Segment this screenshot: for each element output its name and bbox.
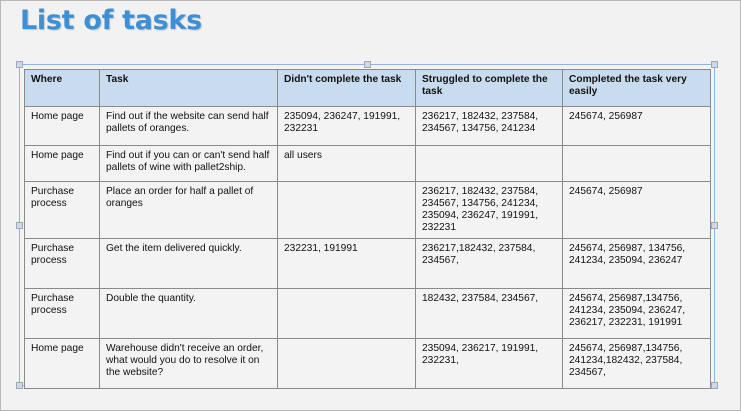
cell-completed-easily[interactable]: 245674, 256987,134756, 241234, 235094, 236247, 236217, 232231, 191991 (563, 289, 711, 339)
cell-where[interactable]: Home page (25, 339, 100, 389)
header-didnt-complete[interactable]: Didn't complete the task (278, 70, 416, 107)
cell-struggled[interactable]: 236217,182432, 237584, 234567, (416, 239, 563, 289)
cell-task[interactable]: Place an order for half a pallet of oranges (100, 182, 278, 239)
header-task[interactable]: Task (100, 70, 278, 107)
resize-handle-bottom-right[interactable] (711, 382, 718, 389)
cell-task[interactable]: Find out if you can or can't send half pallets of wine with pallet2ship. (100, 146, 278, 182)
cell-didnt-complete[interactable] (278, 339, 416, 389)
cell-completed-easily[interactable]: 245674, 256987,134756, 241234,182432, 237584, 234567, (563, 339, 711, 389)
cell-didnt-complete[interactable]: all users (278, 146, 416, 182)
resize-handle-top-right[interactable] (711, 61, 718, 68)
cell-struggled[interactable]: 182432, 237584, 234567, (416, 289, 563, 339)
table-row (25, 146, 711, 182)
cell-completed-easily[interactable]: 245674, 256987 (563, 182, 711, 239)
table-row (25, 107, 711, 146)
tasks-table (24, 69, 711, 389)
cell-struggled[interactable]: 236217, 182432, 237584, 234567, 134756, 241234, 235094, 236247, 191991, 232231 (416, 182, 563, 239)
table-row (25, 182, 711, 239)
header-completed-easily[interactable]: Completed the task very easily (563, 70, 711, 107)
table-frame[interactable] (19, 64, 715, 386)
cell-didnt-complete[interactable]: 232231, 191991 (278, 239, 416, 289)
resize-handle-left[interactable] (16, 222, 23, 229)
header-where[interactable]: Where (25, 70, 100, 107)
cell-where[interactable]: Purchase process (25, 239, 100, 289)
cell-task[interactable]: Double the quantity. (100, 289, 278, 339)
cell-where[interactable]: Home page (25, 146, 100, 182)
cell-where[interactable]: Purchase process (25, 289, 100, 339)
cell-struggled[interactable]: 236217, 182432, 237584, 234567, 134756, 241234 (416, 107, 563, 146)
cell-struggled[interactable]: 235094, 236217, 191991, 232231, (416, 339, 563, 389)
cell-didnt-complete[interactable] (278, 182, 416, 239)
table-row (25, 239, 711, 289)
resize-handle-top-left[interactable] (16, 61, 23, 68)
cell-completed-easily[interactable]: 245674, 256987, 134756, 241234, 235094, 236247 (563, 239, 711, 289)
cell-task[interactable]: Warehouse didn't receive an order, what would you do to resolve it on the website? (100, 339, 278, 389)
table-row (25, 289, 711, 339)
resize-handle-right[interactable] (711, 222, 718, 229)
table-row (25, 339, 711, 389)
cell-where[interactable]: Home page (25, 107, 100, 146)
cell-completed-easily[interactable]: 245674, 256987 (563, 107, 711, 146)
cell-task[interactable]: Get the item delivered quickly. (100, 239, 278, 289)
cell-task[interactable]: Find out if the website can send half pallets of oranges. (100, 107, 278, 146)
cell-where[interactable]: Purchase process (25, 182, 100, 239)
resize-handle-top[interactable] (364, 61, 371, 68)
cell-completed-easily[interactable] (563, 146, 711, 182)
table-header-row (25, 70, 711, 107)
cell-struggled[interactable] (416, 146, 563, 182)
cell-didnt-complete[interactable] (278, 289, 416, 339)
cell-didnt-complete[interactable]: 235094, 236247, 191991, 232231 (278, 107, 416, 146)
slide-title: List of tasks (20, 5, 202, 36)
resize-handle-bottom-left[interactable] (16, 382, 23, 389)
header-struggled[interactable]: Struggled to complete the task (416, 70, 563, 107)
